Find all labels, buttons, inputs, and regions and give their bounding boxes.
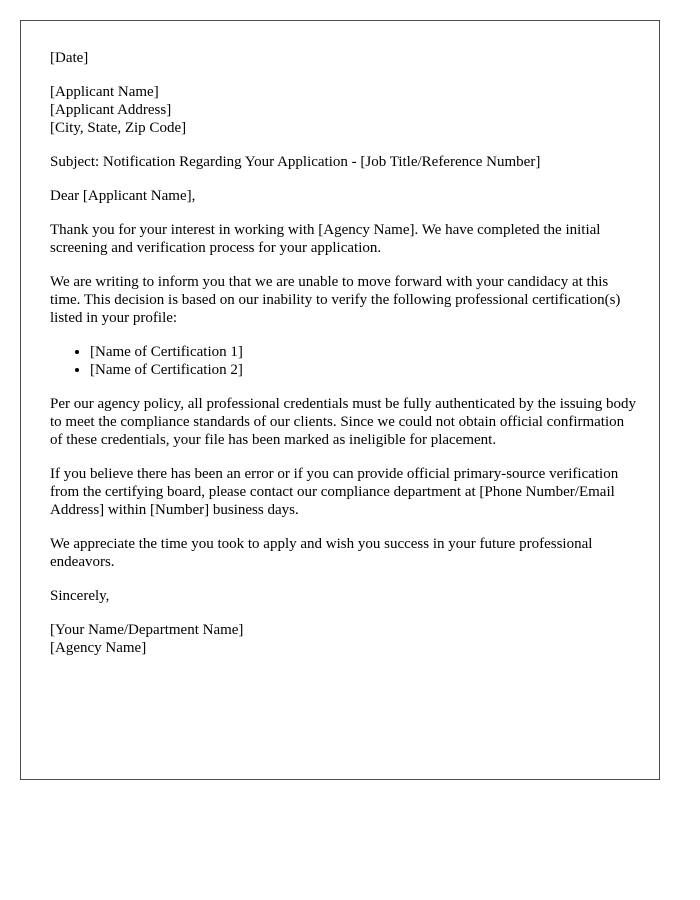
recipient-city-state-zip: [City, State, Zip Code] xyxy=(50,120,187,136)
recipient-address: [Applicant Address] xyxy=(50,102,172,118)
certification-item: • [Name of Certification 2] xyxy=(90,361,640,379)
paragraph-appeal: If you believe there has been an error or if you can provide official primary-source verification from the certifying board, please contact our compliance department at [Phone Number/Email Address] within [Number] business days. xyxy=(50,466,619,518)
recipient-name: [Applicant Name] xyxy=(50,84,159,100)
paragraph-intro: Thank you for your interest in working with [Agency Name]. We have completed the initial screening and verification process for your application. xyxy=(50,222,601,256)
recipient-block xyxy=(50,83,640,137)
letter-salutation: Dear [Applicant Name], xyxy=(50,188,196,204)
paragraph-policy: Per our agency policy, all professional credentials must be fully authenticated by the issuing body to meet the compliance standards of our clients. Since we could not obtain official confirmation of these credentials, your file has been marked as ineligible for placement. xyxy=(50,396,636,448)
letter-body xyxy=(50,49,640,673)
letter-closing: Sincerely, xyxy=(50,588,110,604)
letter-subject: Subject: Notification Regarding Your Application - [Job Title/Reference Number] xyxy=(50,154,541,170)
paragraph-decision: We are writing to inform you that we are unable to move forward with your candidacy at this time. This decision is based on our inability to verify the following professional certification(s) listed in your profile: xyxy=(50,274,621,326)
letter-date: [Date] xyxy=(50,50,89,66)
paragraph-closing-remarks: We appreciate the time you took to apply and wish you success in your future professional endeavors. xyxy=(50,536,593,570)
signature-block xyxy=(50,621,640,657)
certification-list xyxy=(50,343,640,379)
signature-agency: [Agency Name] xyxy=(50,640,147,656)
signature-name: [Your Name/Department Name] xyxy=(50,622,244,638)
certification-item: • [Name of Certification 1] xyxy=(90,343,640,361)
letter-frame xyxy=(20,20,660,780)
